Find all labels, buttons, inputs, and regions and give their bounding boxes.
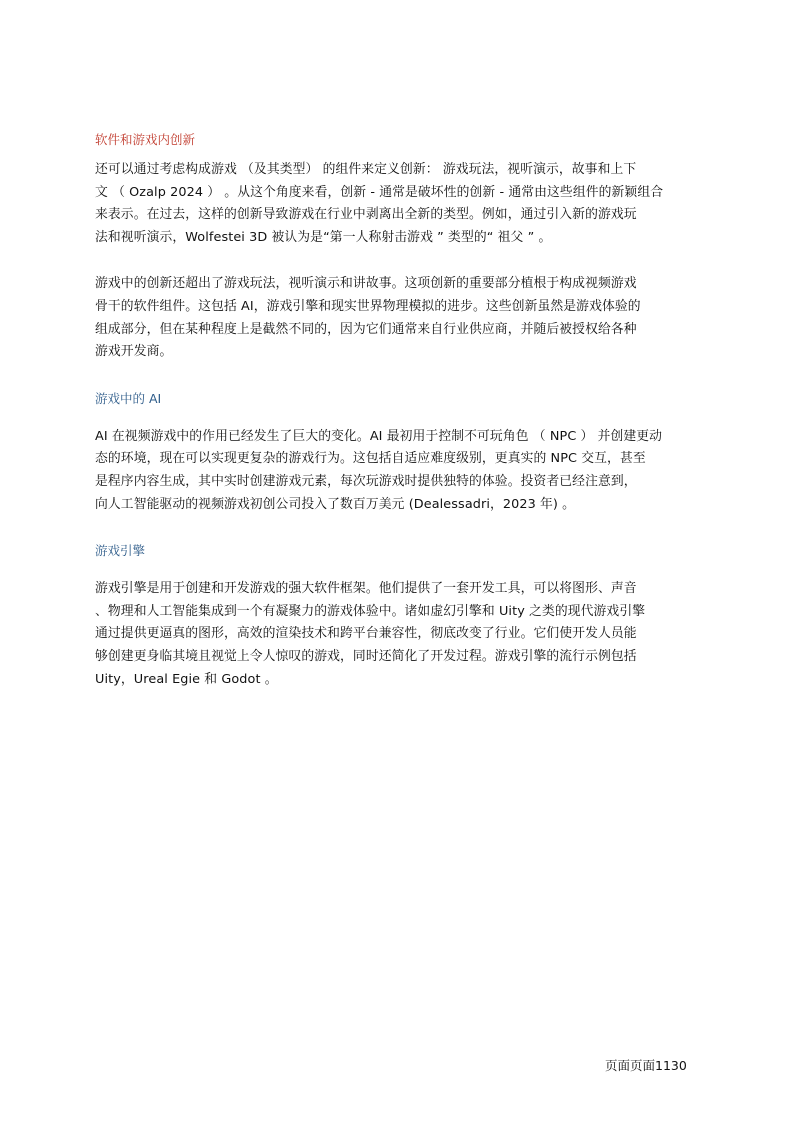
- text-line: 游戏开发商。: [95, 344, 173, 360]
- section-heading-software-innovation: 软件和游戏内创新: [95, 132, 196, 147]
- text-line: 还可以通过考虑构成游戏 （及其类型） 的组件来定义创新： 游戏玩法，视听演示，故事和上下: [95, 162, 637, 177]
- section-heading-ai-in-games: 游戏中的 AI: [95, 390, 162, 406]
- text-line: AI 在视频游戏中的作用已经发生了巨大的变化。AI 最初用于控制不可玩角色 （ NPC ） 并创建更动: [95, 428, 663, 444]
- text-line: 骨干的软件组件。这包括 AI，游戏引擎和现实世界物理模拟的进步。这些创新虽然是游戏体验的: [95, 298, 641, 314]
- text-line: 法和视听演示，Wolfestei 3D 被认为是“第一人称射击游戏 ” 类型的“ 祖父 ” 。: [95, 229, 552, 245]
- paragraph-innovation-definition: [95, 159, 695, 249]
- text-line: 是程序内容生成，其中实时创建游戏元素，每次玩游戏时提供独特的体验。投资者已经注意到，: [95, 473, 637, 489]
- paragraph-ai-role: [95, 426, 695, 516]
- document-body: [95, 131, 695, 715]
- paragraph-software-components: [95, 273, 695, 363]
- text-line: 来表示。在过去，这样的创新导致游戏在行业中剥离出全新的类型。例如，通过引入新的游戏玩: [95, 207, 637, 223]
- section-heading-game-engines: 游戏引擎: [95, 543, 146, 559]
- text-line: Uity，Ureal Egie 和 Godot 。: [95, 671, 278, 687]
- paragraph-game-engines: [95, 578, 695, 691]
- text-line: 文 （ Ozalp 2024 ） 。从这个角度来看，创新 - 通常是破坏性的创新 - 通常由这些组件的新颖组合: [95, 184, 664, 200]
- text-line: 游戏中的创新还超出了游戏玩法，视听演示和讲故事。这项创新的重要部分植根于构成视频游戏: [95, 276, 637, 292]
- page-number-footer: 页面页面1130: [605, 1058, 687, 1073]
- text-line: 组成部分，但在某种程度上是截然不同的，因为它们通常来自行业供应商，并随后被授权给各种: [95, 321, 637, 337]
- text-line: 游戏引擎是用于创建和开发游戏的强大软件框架。他们提供了一套开发工具，可以将图形、声音: [95, 581, 637, 597]
- text-line: 向人工智能驱动的视频游戏初创公司投入了数百万美元 (Dealessadri，2023 年) 。: [95, 496, 576, 512]
- text-line: 够创建更身临其境且视觉上令人惊叹的游戏，同时还简化了开发过程。游戏引擎的流行示例包括: [95, 648, 637, 664]
- text-line: 通过提供更逼真的图形，高效的渲染技术和跨平台兼容性，彻底改变了行业。它们使开发人员能: [95, 626, 637, 642]
- text-line: 、物理和人工智能集成到一个有凝聚力的游戏体验中。诸如虚幻引擎和 Uity 之类的现代游戏引擎: [95, 603, 646, 619]
- text-line: 态的环境，现在可以实现更复杂的游戏行为。这包括自适应难度级别，更真实的 NPC 交互，甚至: [95, 451, 646, 467]
